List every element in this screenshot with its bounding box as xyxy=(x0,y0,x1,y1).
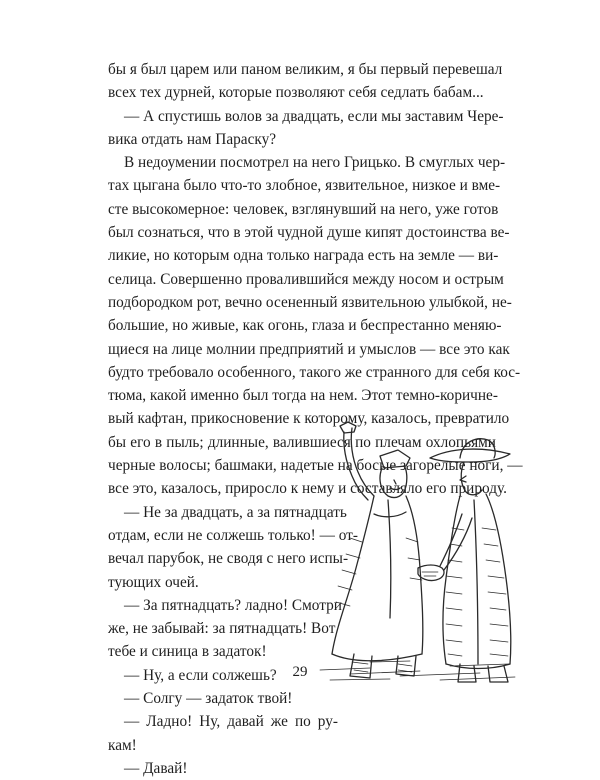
text-line: тебе и синица в задаток! xyxy=(108,643,267,661)
text-line: вечал парубок, не сводя с него испы- xyxy=(108,550,349,568)
text-line: тюма, какой именно был тогда на нем. Этот темно-коричне- xyxy=(108,387,498,405)
text-line: отдам, если не солжешь только! — от- xyxy=(108,526,358,544)
text-line: кам! xyxy=(108,736,137,754)
handshake xyxy=(418,565,444,581)
text-line: все это, казалось, приросло к нему и составляло его природу. xyxy=(108,480,507,498)
page-number: 29 xyxy=(292,664,308,680)
text-line: — Солгу — задаток твой! xyxy=(124,690,293,708)
text-line: тах цыгана было что-то злобное, язвительное, низкое и вме- xyxy=(108,177,501,195)
text-line: тующих очей. xyxy=(108,573,199,591)
text-line: ликие, но которым одна только награда есть на земле — ви- xyxy=(108,247,499,265)
text-line: же, не забывай: за пятнадцать! Вот xyxy=(108,620,336,638)
youth-figure xyxy=(332,422,423,678)
text-line: вика отдать нам Параску? xyxy=(108,130,277,148)
text-line: — За пятнадцать? ладно! Смотри xyxy=(124,596,342,614)
text-line: подбородком рот, вечно осененный язвительною улыбкой, не- xyxy=(108,293,512,311)
text-line: — Не за двадцать, а за пятнадцать xyxy=(124,503,347,521)
gypsy-figure xyxy=(430,439,511,682)
text-line: бы я был царем или паном великим, я бы первый перевешал xyxy=(108,61,503,78)
text-line: — Ну, а если солжешь? xyxy=(124,666,277,684)
text-line: вый кафтан, прикосновение к которому, казалось, превратило xyxy=(108,410,510,428)
text-line: бы его в пыль; длинные, валившиеся по плечам охлопьями xyxy=(108,433,496,451)
text-line: селица. Совершенно провалившийся между носом и острым xyxy=(108,270,504,288)
illustration-gypsy-and-youth xyxy=(310,418,522,690)
text-line: большие, но живые, как огонь, глаза и беспрестанно меняю- xyxy=(108,317,502,335)
text-line: щиеся на лице молнии предприятий и умыслов — все это как xyxy=(108,340,510,358)
text-line: всех тех дурней, которые позволяют себя седлать бабам... xyxy=(108,84,484,102)
text-line: будто требовало особенного, такого же странного для себя кос- xyxy=(108,363,521,381)
text-line: сте высокомерное: человек, взглянувший на него, уже готов xyxy=(108,200,499,218)
text-line: был сознаться, что в этой чудной душе кипят достоинства ве- xyxy=(108,224,510,242)
text-line: — Ладно! Ну, давай же по ру- xyxy=(124,713,338,731)
text-line: В недоумении посмотрел на него Грицько. В смуглых чер- xyxy=(124,154,506,172)
text-line: черные волосы; башмаки, надетые на босые загорелые ноги, — xyxy=(108,457,523,475)
text-line: — Давай! xyxy=(124,759,188,777)
text-line: — А спустишь волов за двадцать, если мы заставим Чере- xyxy=(124,107,504,125)
